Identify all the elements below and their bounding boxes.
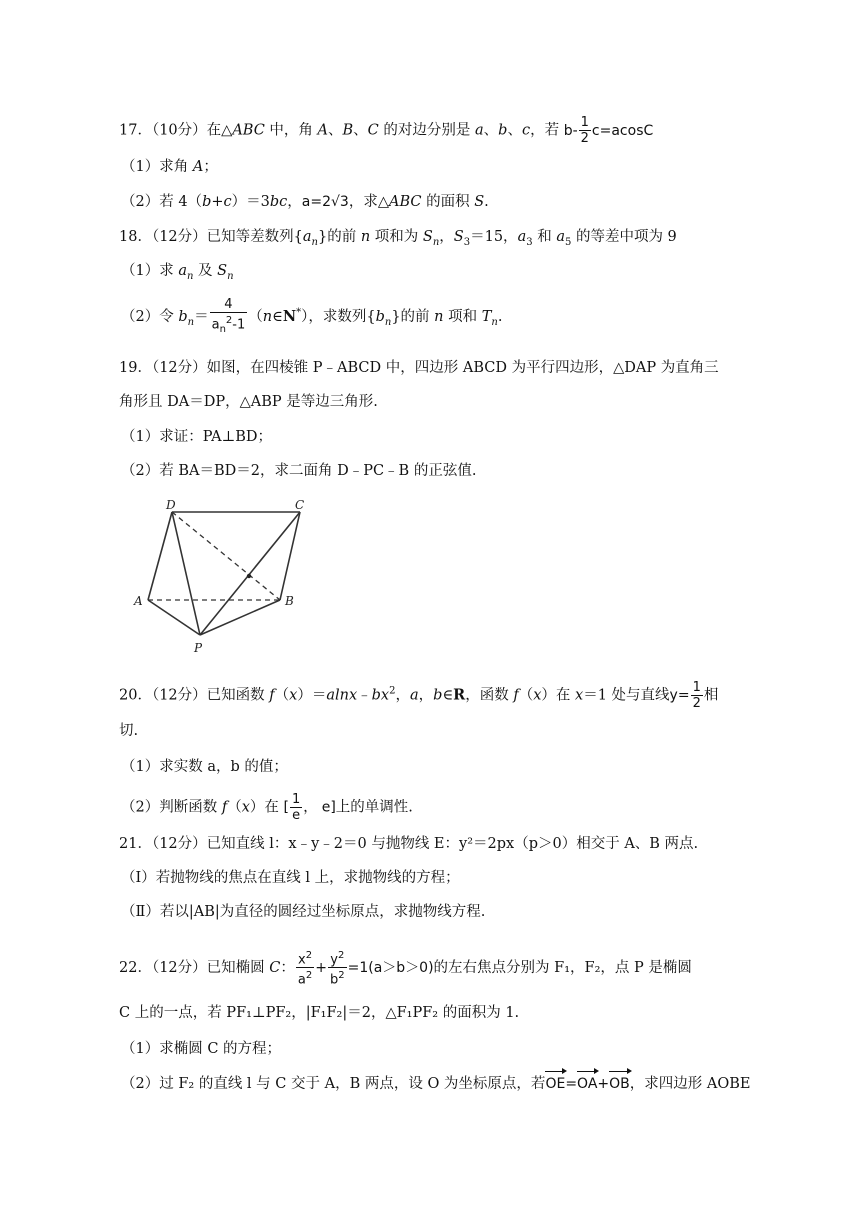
- q18-part2: （2）令 $b_n=$ $\frac{4}{a_n^2-1}$ （n∈N*），求数列$\{b_n\}$的前 n 项和 $T_n$.: [121, 297, 503, 335]
- q18-part1: （1）求 $a_n$ 及 $S_n$: [121, 263, 234, 282]
- edge-AP: [148, 600, 200, 635]
- q20-stem-line1: 20．（12分）已知函数 $f(x)=alnx﹣bx^2$，a，b∈R，函数 f（x）在 x＝1 处与直线y= $\frac{1}{2}$ 相: [119, 680, 719, 711]
- pyramid-figure: [128, 497, 318, 657]
- edge-DP: [172, 512, 200, 635]
- q19-stem-line1: 19．（12分）如图，在四棱锥 P﹣ABCD 中，四边形 ABCD 为平行四边形，△DAP 为直角三: [119, 360, 719, 376]
- label-P: P: [194, 641, 203, 655]
- q20-fraction: $\frac{1}{2}$: [692, 680, 701, 711]
- q22-stem-line1: 22．（12分）已知椭圆 C： $\frac{x^2}{a^2}$ + $\frac{y^2}{b^2}$ =1(a＞b＞0)的左右焦点分别为 F₁，F₂，点 P 是椭圆: [119, 950, 692, 988]
- label-D: D: [166, 498, 176, 512]
- q22-part1: （1）求椭圆 C 的方程；: [121, 1041, 282, 1057]
- q21-part2: （Ⅱ）若以|AB|为直径的圆经过坐标原点，求抛物线方程.: [121, 904, 486, 920]
- q22-fraction-x: $\frac{x^2}{a^2}$: [297, 950, 313, 988]
- q17-part1: （1）求角 A；: [121, 159, 218, 175]
- q22-stem-line2: C 上的一点，若 PF₁⊥PF₂，|F₁F₂|＝2，△F₁PF₂ 的面积为 1.: [119, 1005, 520, 1021]
- label-B: B: [285, 594, 294, 608]
- edge-CP: [200, 512, 300, 635]
- q19-part1: （1）求证：PA⊥BD；: [121, 429, 273, 445]
- q20-part1: （1）求实数 a，b 的值；: [121, 759, 288, 775]
- q22-part2: （2）过 F₂ 的直线 l 与 C 交于 A，B 两点，设 O 为坐标原点，若OE=OA+OB，求四边形 AOBE: [121, 1076, 751, 1092]
- q20-part2: （2）判断函数 f（x）在 [ $\frac{1}{e}$ ， e]上的单调性.: [121, 792, 413, 823]
- label-A: A: [134, 594, 143, 608]
- q19-part2: （2）若 BA＝BD＝2，求二面角 D﹣PC﹣B 的正弦值.: [121, 463, 477, 479]
- q18-stem: 18．（12分）已知等差数列$\{a_n\}$的前 n 项和为 $S_n$，$S_3=15$，$a_3$ 和 $a_5$ 的等差中项为 9: [119, 229, 677, 248]
- q17-stem: 17．（10分）在△ABC 中，角 A、B、C 的对边分别是 a、b、c，若 b- $\frac{1}{2}$ c=acosC: [119, 115, 654, 146]
- q17-part2: （2）若 4（b+c）＝3bc，a=2√3，求△ABC 的面积 S.: [121, 194, 489, 210]
- q17-condition-formula: b- $\frac{1}{2}$ c=acosC: [563, 115, 654, 146]
- q20-interval-fraction: $\frac{1}{e}$: [291, 792, 301, 823]
- q21-stem: 21．（12分）已知直线 l：x﹣y﹣2＝0 与抛物线 E：y²＝2px（p＞0）相交于 A、B 两点.: [119, 836, 699, 852]
- edge-BP: [200, 600, 280, 635]
- q19-stem-line2: 角形且 DA＝DP，△ABP 是等边三角形.: [119, 394, 378, 410]
- q20-stem-line2: 切.: [119, 723, 139, 739]
- q21-part1: （Ⅰ）若抛物线的焦点在直线 l 上，求抛物线的方程；: [121, 870, 460, 886]
- edge-DA: [148, 512, 172, 600]
- intersection-point: [247, 574, 251, 578]
- q22-fraction-y: $\frac{y^2}{b^2}$: [329, 950, 345, 988]
- q18-fraction: $\frac{4}{a_n^2-1}$: [211, 297, 246, 335]
- label-C: C: [295, 498, 305, 512]
